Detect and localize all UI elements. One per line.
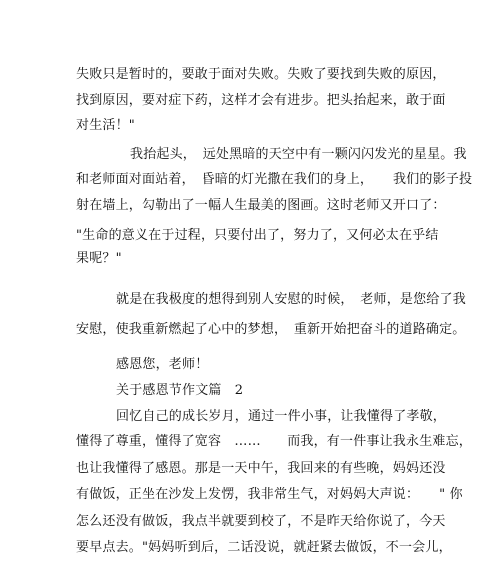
- text-line: 有做饭，正坐在沙发上发愣，我非常生气，对妈妈大声说： " 你: [76, 487, 463, 502]
- text-line: 对生活！": [76, 118, 135, 133]
- text-line: 懂得了尊重，懂得了宽容 …… 而我，有一件事让我永生难忘，: [76, 434, 473, 449]
- text-line: 和老师面对面站着， 昏暗的灯光撒在我们的身上， 我们的影子投: [76, 172, 473, 187]
- text-line: 安慰，使我重新燃起了心中的梦想， 重新开始把奋斗的道路确定。: [76, 322, 466, 337]
- text-line: 感恩您，老师！: [116, 357, 209, 372]
- text-line: 失败只是暂时的，要敢于面对失败。失败了要找到失败的原因，: [76, 67, 446, 82]
- text-line: 射在墙上，勾勒出了一幅人生最美的图画。这时老师又开口了：: [76, 198, 446, 213]
- text-line: 要早点去。"妈妈听到后，二话没说，就赶紧去做饭，不一会儿，: [76, 540, 452, 555]
- section-heading: 关于感恩节作文篇 2: [116, 383, 244, 398]
- text-line: 果呢？": [76, 251, 122, 266]
- text-line: 也让我懂得了感恩。那是一天中午，我回来的有些晚，妈妈还没: [76, 461, 446, 476]
- text-line: "生命的意义在于过程，只要付出了，努力了，又何必太在乎结: [76, 228, 439, 243]
- text-line: 找到原因，要对症下药，这样才会有进步。把头抬起来，敢于面: [76, 93, 446, 108]
- text-line: 就是在我极度的想得到别人安慰的时候， 老师，是您给了我: [116, 292, 466, 307]
- text-line: 回忆自己的成长岁月，通过一件小事，让我懂得了孝敬，: [116, 409, 447, 424]
- text-line: 怎么还没有做饭，我点半就要到校了，不是昨天给你说了，今天: [76, 514, 446, 529]
- text-line: 我抬起头， 远处黑暗的天空中有一颗闪闪发光的星星。我: [130, 147, 467, 162]
